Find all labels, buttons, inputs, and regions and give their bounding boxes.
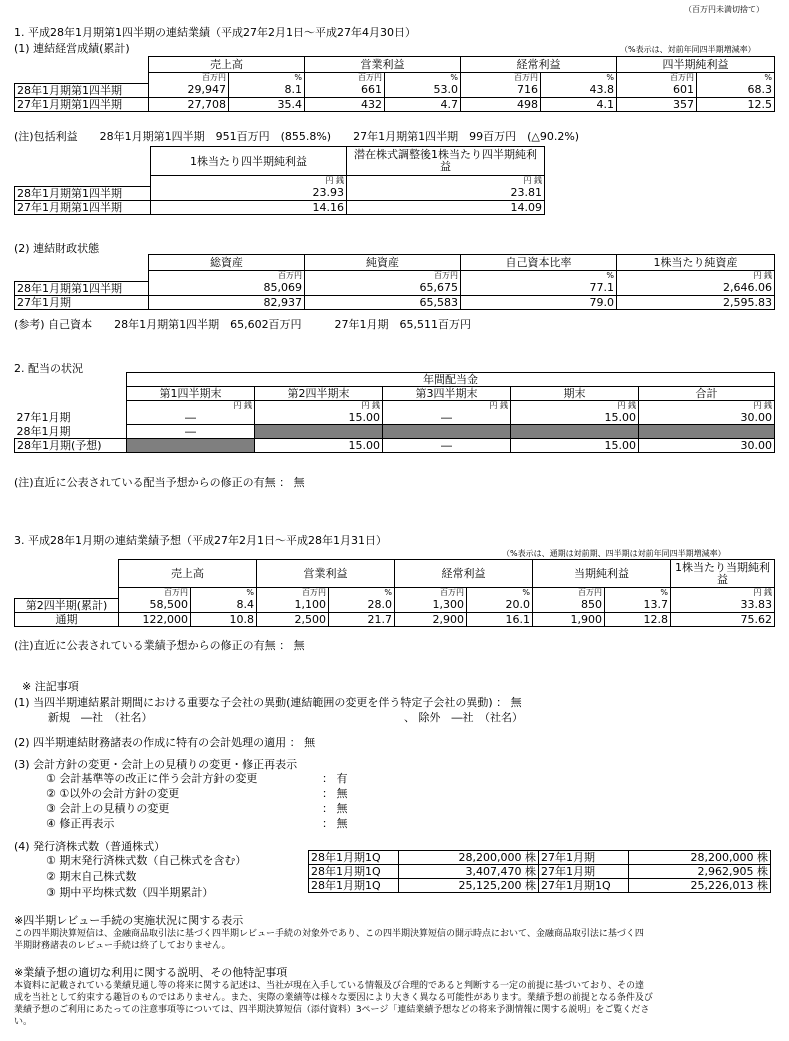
shaded-cell xyxy=(127,439,255,453)
header-net-income: 当期純利益 xyxy=(533,560,671,588)
shaded-cell xyxy=(511,425,639,439)
table-cell: 10.8 xyxy=(191,612,257,626)
section2-title: 2. 配当の状況 xyxy=(14,362,83,375)
unit-label: 百万円 xyxy=(395,588,467,599)
dividend-revision-note: (注)直近に公表されている配当予想からの修正の有無 ： 無 xyxy=(14,476,305,489)
unit-label: 百万円 xyxy=(149,73,229,84)
review-text-line: 半期財務諸表のレビュー手続は終了しておりません。 xyxy=(14,941,231,951)
forecast-disclaimer-title: ※業績予想の適切な利用に関する説明、その他特記事項 xyxy=(14,966,288,979)
table-row xyxy=(15,83,775,97)
forecast-disclaimer-line: 本資料に記載されている業績見通し等の将来に関する記述は、当社が現在入手している情報及び合理的であると判断する一定の前提に基づいており、その達 xyxy=(14,981,645,991)
unit-note: （百万円未満切捨て） xyxy=(684,5,764,14)
policy-item-label: ④ 修正再表示 xyxy=(46,817,115,830)
table-cell: 8.4 xyxy=(191,598,257,612)
table-cell: 43.8 xyxy=(541,83,617,97)
table-cell: 25,226,013 株 xyxy=(629,879,771,893)
note-subsidiary-excluded: 、 除外 ―社 （社名） xyxy=(404,711,523,724)
comprehensive-income-note: (注)包括利益 28年1月期第1四半期 951百万円 (855.8%) 27年1月期第1四半期 99百万円 (△90.2%) xyxy=(14,130,580,143)
table-cell: 498 xyxy=(461,97,541,111)
header-annual-dividend: 年間配当金 xyxy=(127,373,775,387)
table-cell: ― xyxy=(383,411,511,425)
unit-label: 百万円 xyxy=(149,271,305,282)
table-row xyxy=(15,425,775,439)
table-cell: 4.7 xyxy=(385,97,461,111)
row-label: 27年1月期第1四半期 xyxy=(15,200,151,214)
table-row xyxy=(15,598,775,612)
dividend-table xyxy=(14,372,775,453)
header-bps: 1株当たり純資産 xyxy=(617,255,775,271)
unit-label: 百万円 xyxy=(305,271,461,282)
table-cell: 3,407,470 株 xyxy=(399,865,539,879)
row-label: 27年1月期 xyxy=(16,411,71,425)
table-cell: 716 xyxy=(461,83,541,97)
table-row xyxy=(15,295,775,309)
table-cell: 27年1月期 xyxy=(539,865,629,879)
unit-label: % xyxy=(541,73,617,84)
policy-item-value: ： 無 xyxy=(322,802,348,815)
unit-label: % xyxy=(229,73,305,84)
table-row xyxy=(15,186,545,200)
unit-label: 円 銭 xyxy=(255,401,383,412)
note-subsidiary-change: (1) 当四半期連結累計期間における重要な子会社の異動(連結範囲の変更を伴う特定子会社の異動) ： 無 xyxy=(14,696,522,709)
policy-item-label: ② ①以外の会計方針の変更 xyxy=(46,787,180,800)
row-label: 28年1月期 xyxy=(16,424,71,438)
header-diluted-eps: 潜在株式調整後1株当たり四半期純利益 xyxy=(347,147,545,176)
unit-label: % xyxy=(461,271,617,282)
table-cell: 12.5 xyxy=(697,97,775,111)
unit-label: 百万円 xyxy=(617,73,697,84)
table-cell: 28,200,000 株 xyxy=(399,851,539,865)
table-cell: 1,900 xyxy=(533,612,605,626)
note-subsidiary-new: 新規 ―社 （社名） xyxy=(48,711,153,724)
table-cell: 1,300 xyxy=(395,598,467,612)
notes-title: ※ 注記事項 xyxy=(22,680,79,693)
table-cell: 122,000 xyxy=(119,612,191,626)
financial-position-subtitle: (2) 連結財政状態 xyxy=(14,242,100,255)
table-cell: 58,500 xyxy=(119,598,191,612)
equity-reference-note: (参考) 自己資本 28年1月期第1四半期 65,602百万円 27年1月期 65,511百万円 xyxy=(14,318,472,331)
row-label: 28年1月期第1四半期 xyxy=(15,83,149,97)
shares-table xyxy=(308,850,771,893)
row-label: 27年1月期第1四半期 xyxy=(15,97,149,111)
table-cell: 20.0 xyxy=(467,598,533,612)
table-cell: 35.4 xyxy=(229,97,305,111)
table-cell: 23.93 xyxy=(151,186,347,200)
unit-label: 円 銭 xyxy=(383,401,511,412)
policy-item-label: ③ 会計上の見積りの変更 xyxy=(46,802,170,815)
header-operating-income: 営業利益 xyxy=(305,57,461,73)
table-row xyxy=(15,281,775,295)
header-equity-ratio: 自己資本比率 xyxy=(461,255,617,271)
header-sales: 売上高 xyxy=(119,560,257,588)
table-row xyxy=(309,879,771,893)
table-cell: 15.00 xyxy=(511,411,639,425)
policy-item-value: ： 無 xyxy=(322,817,348,830)
header-operating-income: 営業利益 xyxy=(257,560,395,588)
header-net-income: 四半期純利益 xyxy=(617,57,775,73)
table-cell: 30.00 xyxy=(639,439,775,453)
row-label: 28年1月期第1四半期 xyxy=(15,186,151,200)
row-label: 27年1月期 xyxy=(15,295,149,309)
shares-item-label: ③ 期中平均株式数（四半期累計） xyxy=(46,886,214,899)
table-row xyxy=(309,865,771,879)
unit-label: % xyxy=(697,73,775,84)
table-cell: ― xyxy=(383,439,511,453)
table-cell: 27年1月期 xyxy=(539,851,629,865)
forecast-pct-note: （%表示は、通期は対前期、四半期は対前年同四半期増減率） xyxy=(502,549,726,558)
table-cell: 23.81 xyxy=(347,186,545,200)
review-text-line: この四半期決算短信は、金融商品取引法に基づく四半期レビュー手続の対象外であり、この四半期決算短信の開示時点において、金融商品取引法に基づく四 xyxy=(14,929,644,939)
header-year-end: 期末 xyxy=(511,387,639,401)
shaded-cell xyxy=(639,425,775,439)
table-cell: 601 xyxy=(617,83,697,97)
operating-results-table xyxy=(14,56,775,112)
unit-label: % xyxy=(191,588,257,599)
operating-results-subtitle: (1) 連結経営成績(累計) xyxy=(14,42,130,55)
unit-label: 円 銭 xyxy=(639,401,775,412)
section1-title: 1. 平成28年1月期第1四半期の連結業績（平成27年2月1日～平成27年4月30日） xyxy=(14,26,416,39)
table-cell: 14.16 xyxy=(151,200,347,214)
table-cell: 28,200,000 株 xyxy=(629,851,771,865)
table-cell: ― xyxy=(127,425,255,439)
table-cell: 15.00 xyxy=(511,439,639,453)
table-row xyxy=(15,411,775,425)
table-cell: 75.62 xyxy=(671,612,775,626)
table-cell: 2,595.83 xyxy=(617,295,775,309)
table-row xyxy=(15,97,775,111)
unit-label: 円 銭 xyxy=(671,588,775,599)
table-cell: 28年1月期1Q xyxy=(309,879,399,893)
table-cell: 2,500 xyxy=(257,612,329,626)
unit-label: 円 銭 xyxy=(151,176,347,187)
table-cell: 85,069 xyxy=(149,281,305,295)
table-cell: 15.00 xyxy=(255,439,383,453)
table-cell: 82,937 xyxy=(149,295,305,309)
policy-item-value: ： 有 xyxy=(322,772,348,785)
eps-table xyxy=(14,146,545,215)
header-eps: 1株当たり当期純利益 xyxy=(671,560,775,588)
table-cell: 29,947 xyxy=(149,83,229,97)
note-shares-issued: (4) 発行済株式数（普通株式） xyxy=(14,840,166,853)
unit-label: 百万円 xyxy=(461,73,541,84)
unit-label: % xyxy=(329,588,395,599)
table-cell: 1,100 xyxy=(257,598,329,612)
forecast-table xyxy=(14,559,775,627)
header-ordinary-income: 経常利益 xyxy=(461,57,617,73)
table-cell: 2,646.06 xyxy=(617,281,775,295)
shaded-cell xyxy=(383,425,511,439)
review-title: ※四半期レビュー手続の実施状況に関する表示 xyxy=(14,914,244,927)
table-cell: 65,583 xyxy=(305,295,461,309)
header-net-assets: 純資産 xyxy=(305,255,461,271)
unit-label: % xyxy=(385,73,461,84)
table-cell: 33.83 xyxy=(671,598,775,612)
table-cell: 16.1 xyxy=(467,612,533,626)
shares-item-label: ② 期末自己株式数 xyxy=(46,870,137,883)
unit-label: 円 銭 xyxy=(617,271,775,282)
table-cell: 28.0 xyxy=(329,598,395,612)
unit-label: 円 銭 xyxy=(127,401,255,412)
unit-label: 百万円 xyxy=(257,588,329,599)
table-cell: 4.1 xyxy=(541,97,617,111)
table-cell: 30.00 xyxy=(639,411,775,425)
header-ordinary-income: 経常利益 xyxy=(395,560,533,588)
unit-label: 百万円 xyxy=(305,73,385,84)
unit-label: % xyxy=(605,588,671,599)
table-cell: 13.7 xyxy=(605,598,671,612)
header-total-assets: 総資産 xyxy=(149,255,305,271)
pct-note: （%表示は、対前年同四半期増減率） xyxy=(620,45,756,54)
header-q1-end: 第1四半期末 xyxy=(127,387,255,401)
forecast-disclaimer-line: い。 xyxy=(14,1017,33,1027)
table-cell: 21.7 xyxy=(329,612,395,626)
financial-position-table xyxy=(14,254,775,310)
shaded-cell xyxy=(255,425,383,439)
table-cell: 65,675 xyxy=(305,281,461,295)
table-cell: 77.1 xyxy=(461,281,617,295)
table-cell: 661 xyxy=(305,83,385,97)
table-cell: 79.0 xyxy=(461,295,617,309)
table-cell: 15.00 xyxy=(255,411,383,425)
table-cell: 2,900 xyxy=(395,612,467,626)
unit-label: 百万円 xyxy=(533,588,605,599)
table-cell: 28年1月期1Q xyxy=(309,851,399,865)
policy-item-value: ： 無 xyxy=(322,787,348,800)
table-cell: 357 xyxy=(617,97,697,111)
table-row xyxy=(309,851,771,865)
shares-item-label: ① 期末発行済株式数（自己株式を含む） xyxy=(46,854,247,867)
unit-label: 円 銭 xyxy=(511,401,639,412)
note-policy-change: (3) 会計方針の変更・会計上の見積りの変更・修正再表示 xyxy=(14,758,298,771)
table-cell: 53.0 xyxy=(385,83,461,97)
header-sales: 売上高 xyxy=(149,57,305,73)
table-cell: ― xyxy=(127,411,255,425)
forecast-disclaimer-line: 成を当社として約束する趣旨のものではありません。また、実際の業績等は様々な要因により大きく異なる可能性があります。業績予想の前提となる条件及び xyxy=(14,993,653,1003)
table-row xyxy=(15,200,545,214)
header-q2-end: 第2四半期末 xyxy=(255,387,383,401)
row-label: 通期 xyxy=(15,612,119,626)
table-row xyxy=(15,439,775,453)
forecast-disclaimer-line: 業績予想のご利用にあたっての注意事項等については、四半期決算短信（添付資料）3ページ「連結業績予想などの将来予測情報に関する説明」をご覧くださ xyxy=(14,1005,650,1015)
forecast-revision-note: (注)直近に公表されている業績予想からの修正の有無 ： 無 xyxy=(14,639,305,652)
table-cell: 68.3 xyxy=(697,83,775,97)
table-cell: 2,962,905 株 xyxy=(629,865,771,879)
header-q3-end: 第3四半期末 xyxy=(383,387,511,401)
row-label: 28年1月期(予想) xyxy=(15,439,127,453)
table-cell: 27,708 xyxy=(149,97,229,111)
section3-title: 3. 平成28年1月期の連結業績予想（平成27年2月1日～平成28年1月31日） xyxy=(14,534,387,547)
note-special-accounting: (2) 四半期連結財務諸表の作成に特有の会計処理の適用 ： 無 xyxy=(14,736,316,749)
header-eps: 1株当たり四半期純利益 xyxy=(151,147,347,176)
table-cell: 14.09 xyxy=(347,200,545,214)
policy-item-label: ① 会計基準等の改正に伴う会計方針の変更 xyxy=(46,772,258,785)
table-cell: 8.1 xyxy=(229,83,305,97)
table-row xyxy=(15,612,775,626)
table-cell: 28年1月期1Q xyxy=(309,865,399,879)
unit-label: 円 銭 xyxy=(347,176,545,187)
table-cell: 25,125,200 株 xyxy=(399,879,539,893)
table-cell: 12.8 xyxy=(605,612,671,626)
row-label: 28年1月期第1四半期 xyxy=(15,281,149,295)
table-cell: 432 xyxy=(305,97,385,111)
unit-label: 百万円 xyxy=(119,588,191,599)
unit-label: % xyxy=(467,588,533,599)
header-total: 合計 xyxy=(639,387,775,401)
table-cell: 850 xyxy=(533,598,605,612)
row-label: 第2四半期(累計) xyxy=(15,598,119,612)
table-cell: 27年1月期1Q xyxy=(539,879,629,893)
